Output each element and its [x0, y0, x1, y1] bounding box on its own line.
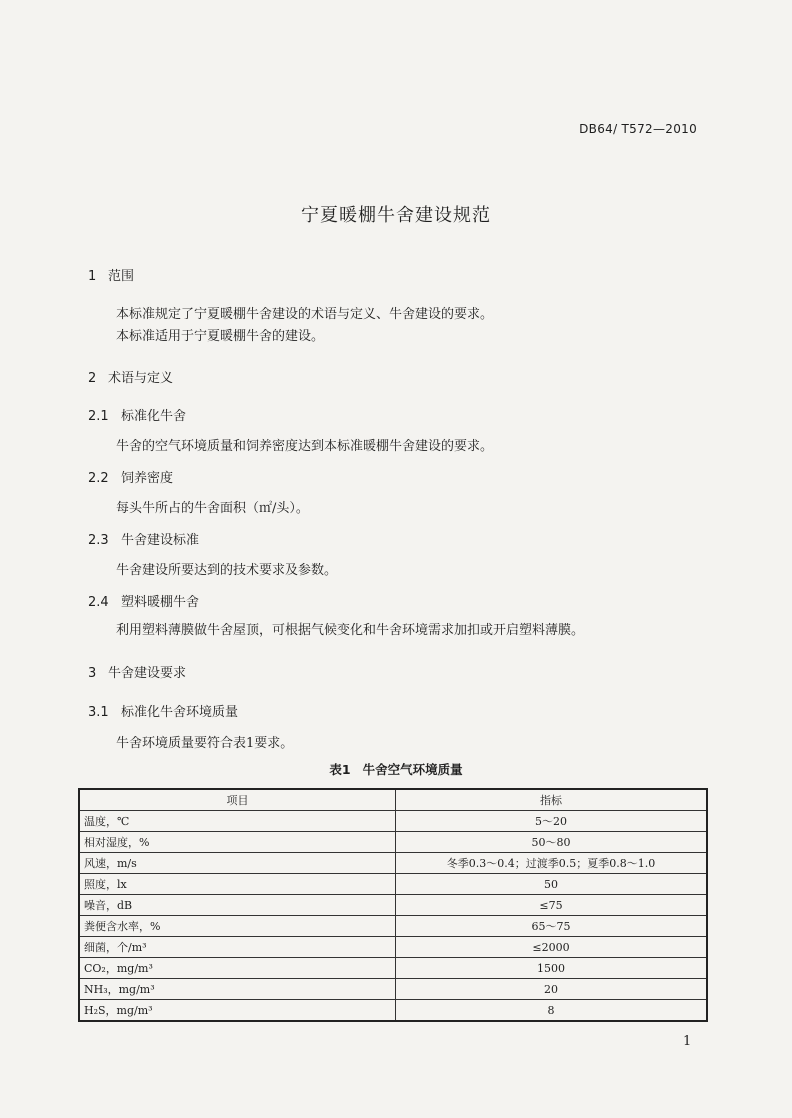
column-header-item: 项目 [79, 789, 396, 811]
value-cell: 50～80 [396, 832, 708, 853]
air-quality-table [78, 788, 708, 1022]
section-2-3-heading [88, 529, 199, 548]
section-1-heading [88, 265, 134, 284]
section-2-1-heading [88, 405, 186, 424]
table-row [79, 937, 707, 958]
table-row [79, 958, 707, 979]
section-3-1-paragraph: 牛舍环境质量要符合表1要求。 [116, 736, 294, 751]
table-caption [0, 760, 792, 778]
section-2-4-paragraph: 利用塑料薄膜做牛舍屋顶，可根据气候变化和牛舍环境需求加扣或开启塑料薄膜。 [116, 623, 585, 638]
table-row [79, 1000, 707, 1022]
section-3-1-heading [88, 701, 238, 720]
section-title: 术语与定义 [108, 371, 174, 386]
table-number: 表1 [329, 762, 351, 777]
value-cell: 20 [396, 979, 708, 1000]
value-cell: ≤75 [396, 895, 708, 916]
item-cell: 噪音，dB [79, 895, 396, 916]
section-3-heading [88, 662, 186, 681]
section-2-heading [88, 367, 173, 386]
section-2-1-paragraph: 牛舍的空气环境质量和饲养密度达到本标准暖棚牛舍建设的要求。 [116, 439, 494, 454]
item-cell: 细菌，个/m³ [79, 937, 396, 958]
section-number: 2 [88, 371, 97, 386]
value-cell: 冬季0.3～0.4；过渡季0.5；夏季0.8～1.0 [396, 853, 708, 874]
item-cell: NH₃，mg/m³ [79, 979, 396, 1000]
section-2-2-heading [88, 467, 173, 486]
document-code: DB64/ T572—2010 [579, 122, 697, 136]
section-number: 2.3 [88, 533, 109, 548]
table-row [79, 811, 707, 832]
document-title: 宁夏暖棚牛舍建设规范 [301, 205, 491, 226]
page-number: 1 [683, 1034, 692, 1049]
value-cell: 5～20 [396, 811, 708, 832]
table-row [79, 853, 707, 874]
item-cell: 粪便含水率，% [79, 916, 396, 937]
section-title: 标准化牛舍 [121, 409, 187, 424]
value-cell: 8 [396, 1000, 708, 1022]
table-row [79, 874, 707, 895]
item-cell: CO₂，mg/m³ [79, 958, 396, 979]
table-row [79, 895, 707, 916]
section-title: 饲养密度 [121, 471, 174, 486]
section-2-4-heading [88, 591, 199, 610]
section-number: 3.1 [88, 705, 109, 720]
section-title: 标准化牛舍环境质量 [121, 705, 239, 720]
section-number: 2.1 [88, 409, 109, 424]
table-header-row [79, 789, 707, 811]
value-cell: 50 [396, 874, 708, 895]
section-2-2-paragraph: 每头牛所占的牛舍面积（㎡/头）。 [116, 501, 309, 516]
column-header-value: 指标 [396, 789, 708, 811]
section-title: 范围 [108, 269, 135, 284]
item-cell: H₂S，mg/m³ [79, 1000, 396, 1022]
section-title: 塑料暖棚牛舍 [121, 595, 200, 610]
item-cell: 相对湿度，% [79, 832, 396, 853]
value-cell: ≤2000 [396, 937, 708, 958]
table-row [79, 979, 707, 1000]
item-cell: 温度，℃ [79, 811, 396, 832]
value-cell: 65～75 [396, 916, 708, 937]
value-cell: 1500 [396, 958, 708, 979]
section-number: 1 [88, 269, 97, 284]
section-2-3-paragraph: 牛舍建设所要达到的技术要求及参数。 [116, 563, 338, 578]
section-1-paragraph-2: 本标准适用于宁夏暖棚牛舍的建设。 [116, 329, 325, 344]
section-title: 牛舍建设要求 [108, 666, 187, 681]
table-title: 牛舍空气环境质量 [362, 762, 463, 777]
item-cell: 照度，lx [79, 874, 396, 895]
section-number: 3 [88, 666, 97, 681]
table-row [79, 916, 707, 937]
section-1-paragraph-1: 本标准规定了宁夏暖棚牛舍建设的术语与定义、牛舍建设的要求。 [116, 307, 494, 322]
table-row [79, 832, 707, 853]
section-title: 牛舍建设标准 [121, 533, 200, 548]
section-number: 2.2 [88, 471, 109, 486]
section-number: 2.4 [88, 595, 109, 610]
item-cell: 风速，m/s [79, 853, 396, 874]
